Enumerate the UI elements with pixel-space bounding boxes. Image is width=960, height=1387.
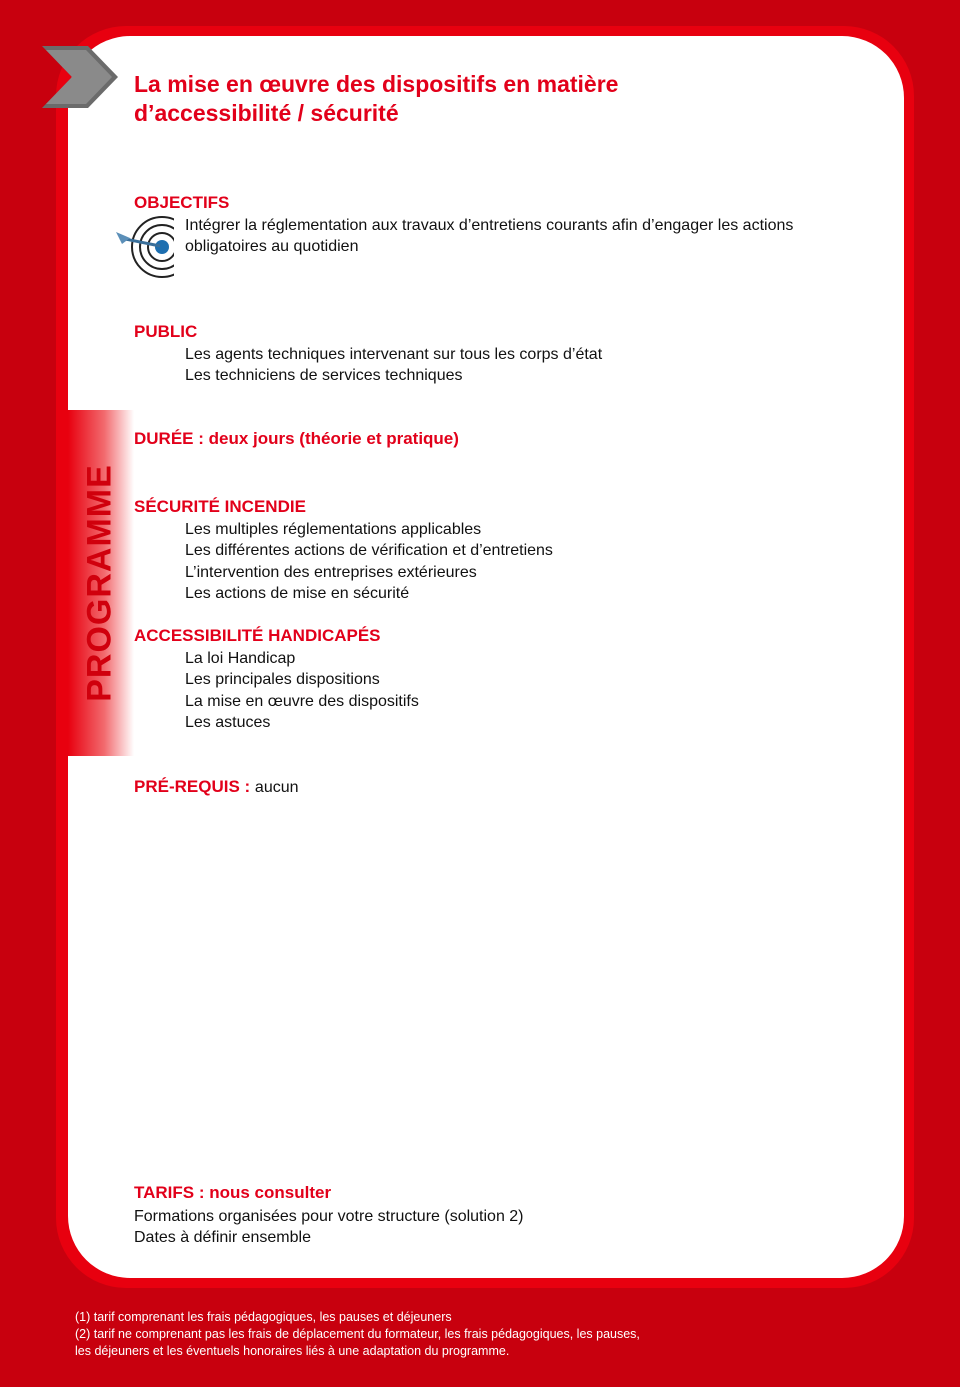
objectifs-line: obligatoires au quotidien [185, 238, 359, 255]
accessibilite-line: La mise en œuvre des dispositifs [185, 693, 419, 710]
public-line: Les agents techniques intervenant sur tous les corps d’état [185, 346, 603, 363]
tarifs-heading: TARIFS : nous consulter [134, 1183, 332, 1202]
prerequis-label: PRÉ-REQUIS : [134, 777, 251, 796]
tarifs-line: Dates à définir ensemble [134, 1229, 311, 1246]
securite-line: Les actions de mise en sécurité [185, 585, 410, 602]
chevron-right-icon [42, 46, 120, 108]
accessibilite-line: La loi Handicap [185, 650, 296, 667]
public-heading: PUBLIC [134, 322, 198, 341]
securite-line: L’intervention des entreprises extérieures [185, 564, 477, 581]
tarifs-line: Formations organisées pour votre structure (solution 2) [134, 1208, 524, 1225]
accessibilite-heading: ACCESSIBILITÉ HANDICAPÉS [134, 626, 381, 645]
target-dart-icon [112, 212, 182, 282]
footnote: (2) tarif ne comprenant pas les frais de déplacement du formateur, les frais pédagogiques, les pauses, [75, 1327, 640, 1341]
prerequis-value: aucun [254, 779, 299, 796]
title-line: d’accessibilité / sécurité [134, 100, 399, 126]
footnotes [75, 1309, 640, 1360]
accessibilite-line: Les astuces [185, 714, 271, 731]
public-line: Les techniciens de services techniques [185, 367, 463, 384]
securite-line: Les différentes actions de vérification et d’entretiens [185, 542, 553, 559]
securite-heading: SÉCURITÉ INCENDIE [134, 497, 306, 516]
duree-heading: DURÉE : deux jours (théorie et pratique) [134, 429, 459, 448]
prerequis-row [134, 777, 299, 797]
objectifs-line: Intégrer la réglementation aux travaux d’entretiens courants afin d’engager les actions [185, 217, 794, 234]
title-line: La mise en œuvre des dispositifs en matière [134, 71, 619, 97]
accessibilite-line: Les principales dispositions [185, 671, 380, 688]
page-title [134, 70, 774, 128]
securite-line: Les multiples réglementations applicables [185, 521, 482, 538]
footnote: (1) tarif comprenant les frais pédagogiques, les pauses et déjeuners [75, 1310, 452, 1324]
side-label: PROGRAMME [80, 464, 119, 702]
objectifs-heading: OBJECTIFS [134, 193, 230, 212]
footnote: les déjeuners et les éventuels honoraires liés à une adaptation du programme. [75, 1344, 510, 1358]
